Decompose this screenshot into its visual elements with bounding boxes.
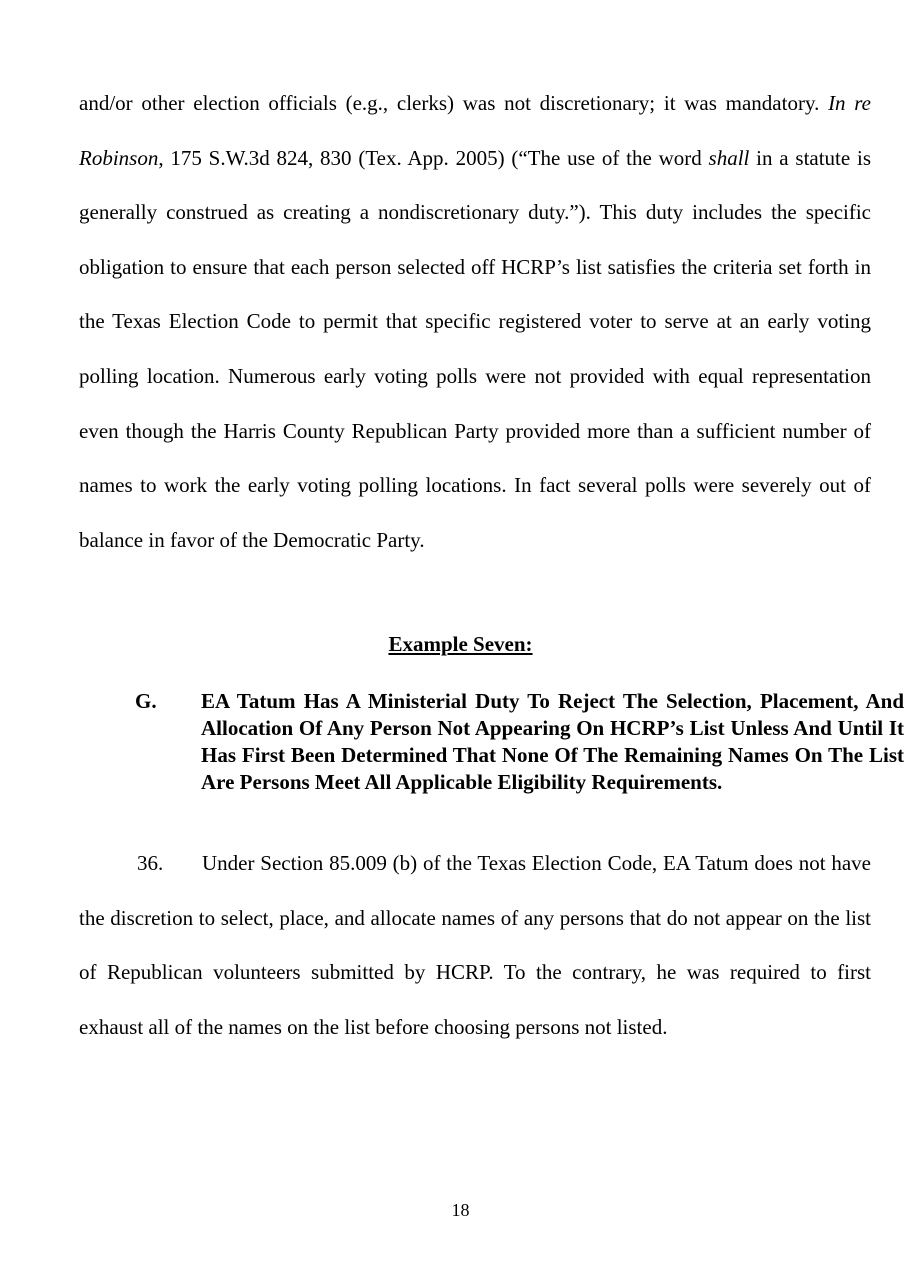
paragraph-36 [79, 836, 871, 1054]
paragraph-continuation [79, 76, 871, 567]
paragraph-text-b: , 175 S.W.3d 824, 830 (Tex. App. 2005) (“The use of the word [158, 145, 709, 170]
page-number: 18 [451, 1200, 470, 1220]
paragraph-number: 36. [137, 851, 164, 875]
subheading [135, 688, 904, 796]
subheading-letter: G. [135, 689, 157, 713]
section-heading: Example Seven: [388, 632, 533, 656]
paragraph-text-c: in a statute is generally construed as creating a nondiscretionary duty.”). This duty includes the specific obligation to ensure that each person selected off HCRP’s list satisfies the criteria set forth in the Texas Election Code to permit that specific registered voter to serve at an early voting polling location. Numerous early voting polls were not provided with equal representation even though the Harris County Republican Party provided more than a sufficient number of names to work the early voting polling locations. In fact several polls were severely out of balance in favor of the Democratic Party. [79, 145, 872, 552]
subheading-text: EA Tatum Has A Ministerial Duty To Reject The Selection, Placement, And Allocation Of Any Person Not Appearing On HCRP’s List Unless And Until It Has First Been Determined That None Of The Remaining Names On The List Are Persons Meet All Applicable Eligibility Requirements. [201, 689, 904, 794]
paragraph-text-a: and/or other election officials (e.g., clerks) was not discretionary; it was mandatory. [79, 91, 829, 115]
paragraph-36-text: Under Section 85.009 (b) of the Texas Election Code, EA Tatum does not have the discretion to select, place, and allocate names of any persons that do not appear on the list of Republican volunteers submitted by HCRP. To the contrary, he was required to first exhaust all of the names on the list before choosing persons not listed. [79, 851, 871, 1039]
italic-word: shall [708, 145, 750, 170]
case-citation-name: In re Robinson [79, 91, 871, 170]
